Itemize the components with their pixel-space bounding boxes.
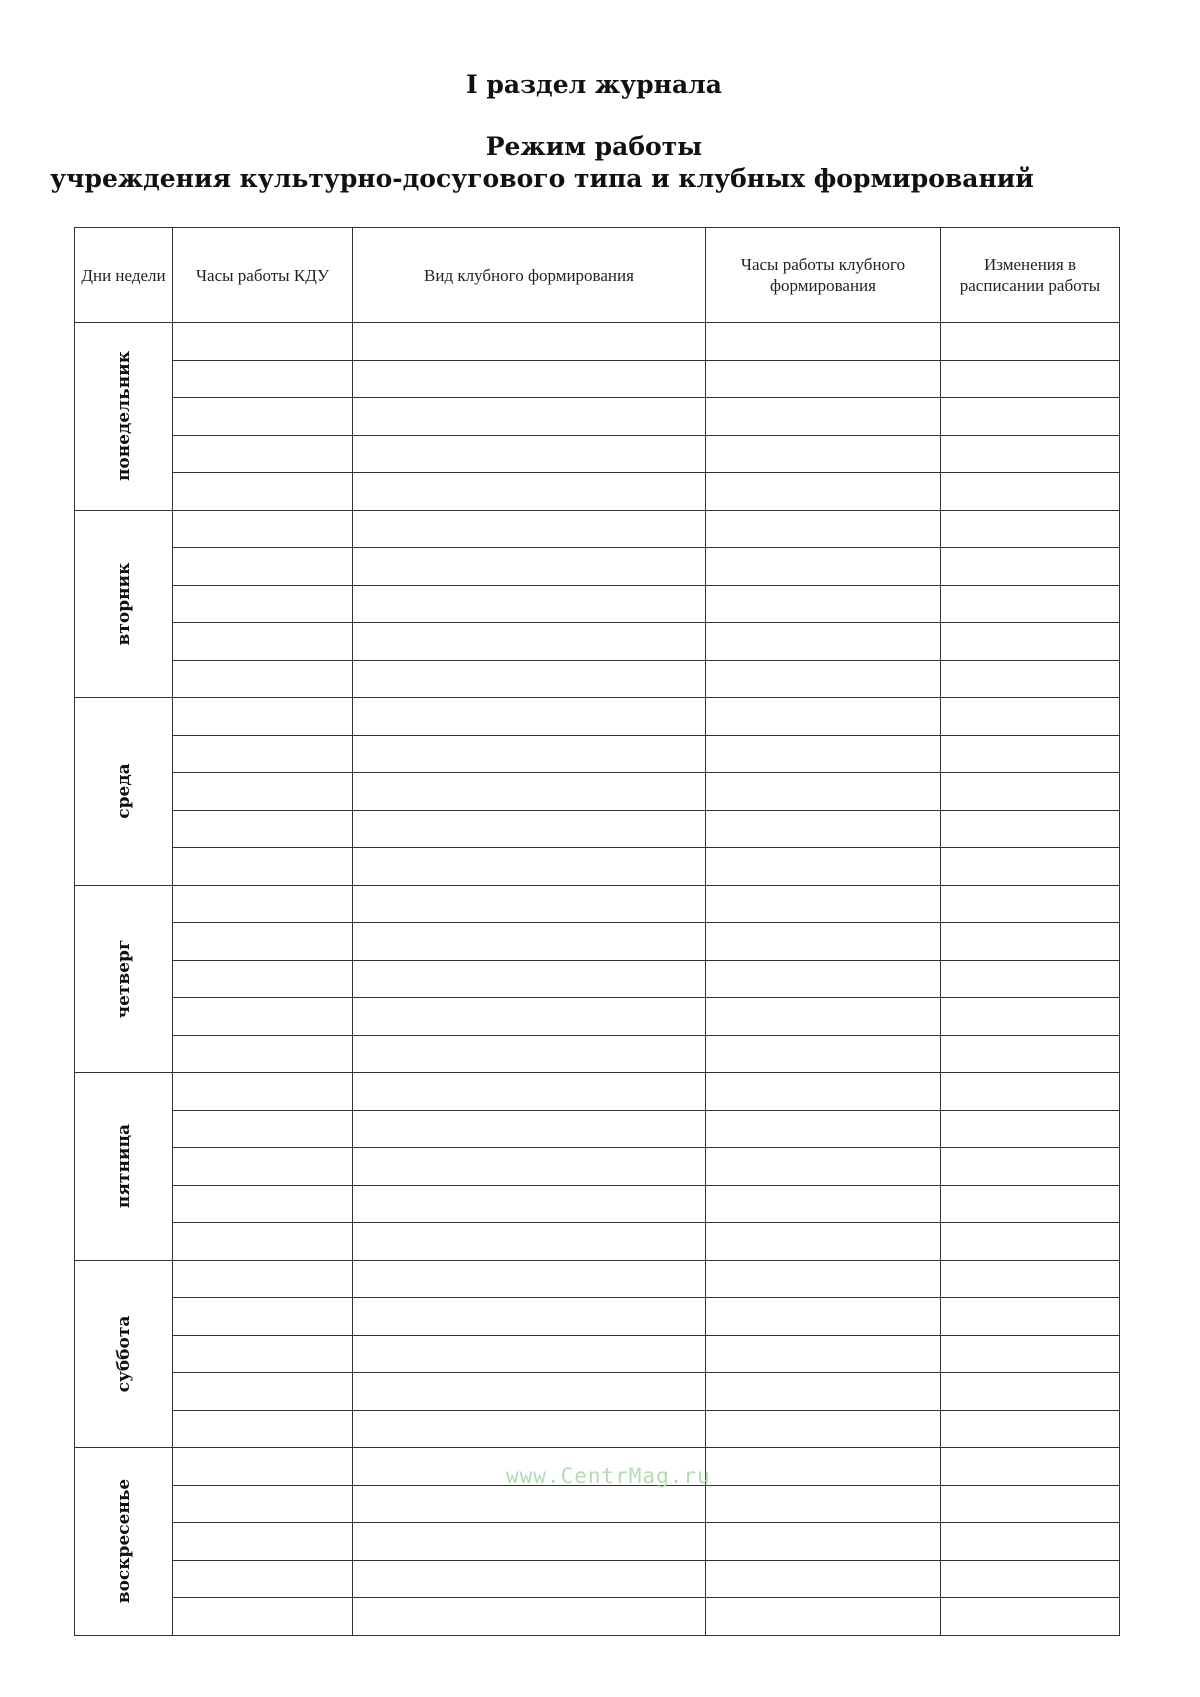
column-header-schedule-changes: Изменения в расписании работы [941,228,1120,323]
entry-cell[interactable] [173,998,353,1036]
table-row [75,1335,1120,1373]
entry-cell[interactable] [941,1185,1120,1223]
section-heading: I раздел журнала [466,70,722,99]
entry-cell[interactable] [173,398,353,436]
entry-cell[interactable] [353,1260,706,1298]
entry-cell[interactable] [353,1523,706,1561]
entry-cell[interactable] [941,585,1120,623]
entry-cell[interactable] [706,1373,941,1411]
entry-cell[interactable] [941,810,1120,848]
entry-cell[interactable] [353,1110,706,1148]
entry-cell[interactable] [173,1448,353,1486]
entry-cell[interactable] [353,510,706,548]
entry-cell[interactable] [706,548,941,586]
entry-cell[interactable] [941,1448,1120,1486]
entry-cell[interactable] [353,735,706,773]
entry-cell[interactable] [173,1185,353,1223]
entry-cell[interactable] [706,473,941,511]
entry-cell[interactable] [706,435,941,473]
entry-cell[interactable] [173,360,353,398]
day-label: среда [113,763,134,819]
entry-cell[interactable] [353,548,706,586]
entry-cell[interactable] [173,510,353,548]
table-row [75,735,1120,773]
entry-cell[interactable] [706,923,941,961]
entry-cell[interactable] [173,548,353,586]
entry-cell[interactable] [941,998,1120,1036]
entry-cell[interactable] [353,1298,706,1336]
entry-cell[interactable] [353,1035,706,1073]
entry-cell[interactable] [941,510,1120,548]
table-row [75,848,1120,886]
entry-cell[interactable] [353,623,706,661]
day-label: пятница [113,1124,134,1209]
entry-cell[interactable] [941,1560,1120,1598]
entry-cell[interactable] [706,810,941,848]
entry-cell[interactable] [173,1298,353,1336]
entry-cell[interactable] [353,1485,706,1523]
column-header-club-type: Вид клубного формирования [353,228,706,323]
table-row [75,885,1120,923]
day-cell [75,1260,173,1448]
entry-cell[interactable] [353,398,706,436]
entry-cell[interactable] [941,960,1120,998]
entry-cell[interactable] [941,1260,1120,1298]
entry-cell[interactable] [353,848,706,886]
entry-cell[interactable] [353,1560,706,1598]
entry-cell[interactable] [173,923,353,961]
entry-cell[interactable] [353,923,706,961]
table-row [75,360,1120,398]
entry-cell[interactable] [941,548,1120,586]
day-cell [75,510,173,698]
entry-cell[interactable] [706,960,941,998]
day-cell [75,323,173,511]
entry-cell[interactable] [706,1448,941,1486]
table-row [75,1110,1120,1148]
entry-cell[interactable] [173,1035,353,1073]
entry-cell[interactable] [941,323,1120,361]
page-title: Режим работы [485,132,703,161]
table-row [75,1223,1120,1261]
entry-cell[interactable] [353,1185,706,1223]
entry-cell[interactable] [353,435,706,473]
entry-cell[interactable] [706,998,941,1036]
entry-cell[interactable] [173,698,353,736]
table-row [75,1560,1120,1598]
column-header-kdu-hours: Часы работы КДУ [173,228,353,323]
entry-cell[interactable] [173,1110,353,1148]
entry-cell[interactable] [353,698,706,736]
entry-cell[interactable] [353,1598,706,1636]
table-row [75,1373,1120,1411]
entry-cell[interactable] [173,960,353,998]
entry-cell[interactable] [353,323,706,361]
entry-cell[interactable] [941,360,1120,398]
entry-cell[interactable] [173,585,353,623]
entry-cell[interactable] [941,735,1120,773]
entry-cell[interactable] [173,885,353,923]
table-row [75,1260,1120,1298]
table-row [75,1485,1120,1523]
column-header-days: Дни недели [75,228,173,323]
table-row [75,698,1120,736]
entry-cell[interactable] [353,810,706,848]
column-header-club-hours: Часы работы клубного формирования [706,228,941,323]
entry-cell[interactable] [941,1035,1120,1073]
entry-cell[interactable] [353,1410,706,1448]
table-row [75,623,1120,661]
entry-cell[interactable] [173,735,353,773]
day-label: четверг [113,939,134,1019]
entry-cell[interactable] [353,773,706,811]
table-row [75,1035,1120,1073]
entry-cell[interactable] [173,1598,353,1636]
entry-cell[interactable] [706,1223,941,1261]
table-row [75,660,1120,698]
entry-cell[interactable] [941,848,1120,886]
table-row [75,585,1120,623]
entry-cell[interactable] [706,698,941,736]
entry-cell[interactable] [353,1373,706,1411]
entry-cell[interactable] [173,848,353,886]
table-row [75,1410,1120,1448]
schedule-table [74,227,1120,1636]
entry-cell[interactable] [173,1148,353,1186]
entry-cell[interactable] [353,1148,706,1186]
entry-cell[interactable] [941,1110,1120,1148]
day-label: вторник [113,562,134,646]
page-subtitle: учреждения культурно-досугового типа и клубных формирований [50,164,1034,193]
entry-cell[interactable] [706,1185,941,1223]
entry-cell[interactable] [706,1523,941,1561]
day-label: понедельник [113,351,134,482]
entry-cell[interactable] [941,1148,1120,1186]
entry-cell[interactable] [706,1598,941,1636]
entry-cell[interactable] [941,1485,1120,1523]
entry-cell[interactable] [941,1223,1120,1261]
entry-cell[interactable] [353,960,706,998]
table-row [75,323,1120,361]
entry-cell[interactable] [941,473,1120,511]
entry-cell[interactable] [706,735,941,773]
entry-cell[interactable] [173,1335,353,1373]
entry-cell[interactable] [706,398,941,436]
entry-cell[interactable] [706,1073,941,1111]
entry-cell[interactable] [941,885,1120,923]
day-cell [75,698,173,886]
day-cell [75,1073,173,1261]
entry-cell[interactable] [173,810,353,848]
entry-cell[interactable] [941,1598,1120,1636]
entry-cell[interactable] [941,1523,1120,1561]
entry-cell[interactable] [173,323,353,361]
watermark: www.CentrMag.ru [506,1464,711,1488]
entry-cell[interactable] [941,1298,1120,1336]
table-row [75,773,1120,811]
entry-cell[interactable] [173,473,353,511]
entry-cell[interactable] [173,623,353,661]
entry-cell[interactable] [353,360,706,398]
entry-cell[interactable] [706,773,941,811]
table-row [75,548,1120,586]
entry-cell[interactable] [353,998,706,1036]
entry-cell[interactable] [353,1335,706,1373]
entry-cell[interactable] [706,660,941,698]
day-cell [75,885,173,1073]
entry-cell[interactable] [941,398,1120,436]
table-row [75,960,1120,998]
entry-cell[interactable] [173,1073,353,1111]
entry-cell[interactable] [173,1223,353,1261]
entry-cell[interactable] [941,660,1120,698]
entry-cell[interactable] [173,1523,353,1561]
entry-cell[interactable] [941,623,1120,661]
day-label: суббота [113,1315,134,1393]
entry-cell[interactable] [941,1410,1120,1448]
entry-cell[interactable] [941,698,1120,736]
table-row [75,1148,1120,1186]
entry-cell[interactable] [706,1110,941,1148]
entry-cell[interactable] [173,1485,353,1523]
table-row [75,398,1120,436]
entry-cell[interactable] [706,1148,941,1186]
entry-cell[interactable] [706,848,941,886]
table-row [75,510,1120,548]
entry-cell[interactable] [706,360,941,398]
entry-cell[interactable] [706,1410,941,1448]
entry-cell[interactable] [353,1073,706,1111]
entry-cell[interactable] [706,1335,941,1373]
entry-cell[interactable] [941,1073,1120,1111]
table-row [75,1298,1120,1336]
entry-cell[interactable] [353,660,706,698]
entry-cell[interactable] [353,585,706,623]
entry-cell[interactable] [353,885,706,923]
entry-cell[interactable] [173,1260,353,1298]
entry-cell[interactable] [941,773,1120,811]
table-row [75,1523,1120,1561]
table-row [75,923,1120,961]
entry-cell[interactable] [706,623,941,661]
entry-cell[interactable] [173,1410,353,1448]
table-row [75,435,1120,473]
table-row [75,998,1120,1036]
entry-cell[interactable] [706,323,941,361]
entry-cell[interactable] [706,1260,941,1298]
entry-cell[interactable] [353,1223,706,1261]
table-header-row [75,228,1120,323]
entry-cell[interactable] [173,773,353,811]
table-row [75,810,1120,848]
day-cell [75,1448,173,1636]
table-row [75,1185,1120,1223]
day-label: воскресенье [113,1479,134,1604]
entry-cell[interactable] [941,435,1120,473]
table-body [75,323,1120,1636]
entry-cell[interactable] [941,923,1120,961]
entry-cell[interactable] [706,885,941,923]
entry-cell[interactable] [353,473,706,511]
entry-cell[interactable] [706,1485,941,1523]
table-row [75,473,1120,511]
entry-cell[interactable] [173,435,353,473]
entry-cell[interactable] [173,1373,353,1411]
entry-cell[interactable] [706,1560,941,1598]
entry-cell[interactable] [173,1560,353,1598]
entry-cell[interactable] [706,510,941,548]
entry-cell[interactable] [941,1373,1120,1411]
entry-cell[interactable] [941,1335,1120,1373]
entry-cell[interactable] [706,1035,941,1073]
table-row [75,1598,1120,1636]
entry-cell[interactable] [706,585,941,623]
entry-cell[interactable] [706,1298,941,1336]
table-row [75,1073,1120,1111]
entry-cell[interactable] [173,660,353,698]
